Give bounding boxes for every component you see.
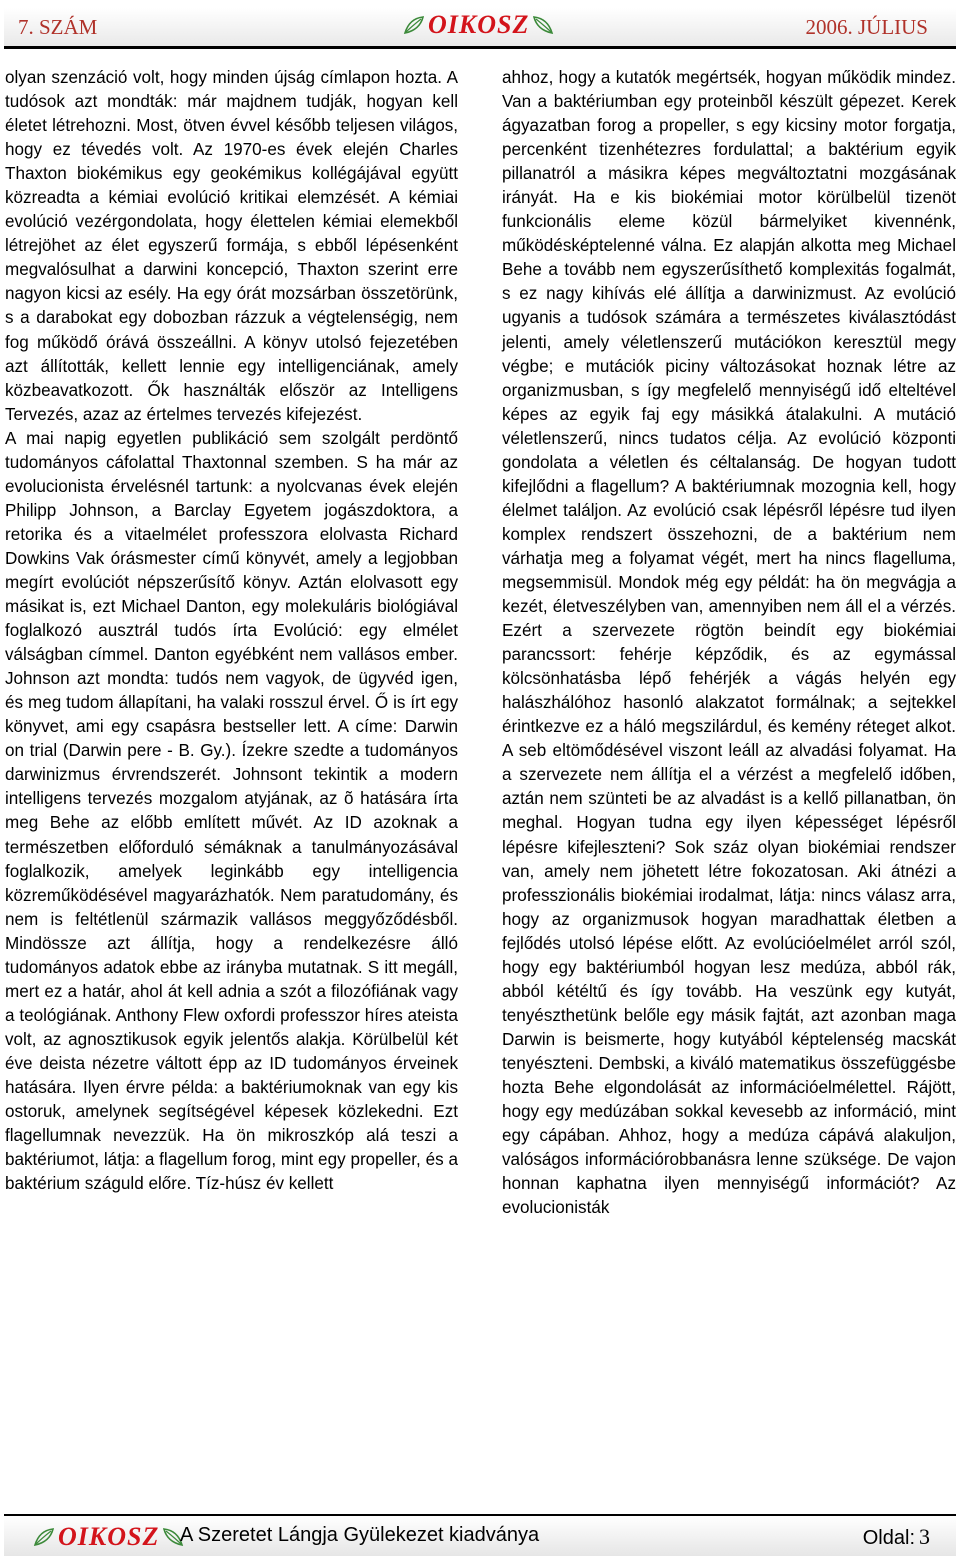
paragraph: ahhoz, hogy a kutatók megértsék, hogyan működik mindez. Van a baktériumban egy proteinbõl készült gépezet. Kerek ágyazatban forog a propeller, s egy kicsiny motor forgatja, percenként tizenhétezres fordulattal; a baktérium egyik pillanatról a másikra képes megváltoztatni mozgásának irányát. Ha e kis biokémiai motor körülbelül tizenöt funkcionális eleme közül bármelyiket kivennénk, működésképtelenné válna. Ez alapján alkotta meg Michael Behe a tovább nem egyszerűsíthető komplexitás fogalmát, s ez nagy kihívás elé állítja a darwinizmust. Az evolúció ugyanis a tudósok számára a természetes kiválasztódást jelenti, amely véletlenszerű mutációkon keresztül megy végbe; e mutációk piciny változásokat hoznak létre az organizmusban, s így megfelelő mennyiségű idő elteltével képes az egyik faj egy másikká átalakulni. A mutáció véletlenszerű, nincs tudatos célja. Az evolúció központi gondolata a véletlen és céltalanság. De hogyan tudott kifejlődni a flagellum? A baktériumnak mozognia kell, hogy élelmet találjon. Az evolúció csak lépésről lépésre tud ilyen komplex rendszert összehozni, de a baktérium nem várhatja meg a folyamat végét, mert ha nincs flagelluma, megsemmisül. Mondok még egy példát: ha ön megvágja a kezét, életveszélyben van, amennyiben nem áll el a vérzés. Ezért a szervezete rögtön beindít egy biokémiai parancssort: fehérje képződik, és az egymással kölcsönhatásba lépő fehérjék a vágás helyén egy halászhálóhoz hasonló alakzatot formálnak; a sejtekkel érintkezve ez a háló megszilárdul, és kemény réteget alkot. A seb eltömődésével viszont leáll az alvadási folyamat. Ha a szervezete nem állítja el a vérzést a megfelelő időben, aztán nem szünteti be az alvadást is a kellő pillanatban, ön meghal. Hogyan tudna egy ilyen képességet lépésről lépésre kifejleszteni? Sok száz olyan biokémiai rendszer van, amely nem jöhetett létre fokozatosan. Aki átnézi a professzionális biokémiai irodalmat, látja: nincs válasz arra, hogy az organizmusok hogyan maradhattak életben a fejlődés utolsó lépése előtt. Az evolúcióelmélet arról szól, hogy egy baktériumból hogyan lesz medúza, abból rák, abból kétéltű és így tovább. Ha veszünk egy kutyát, tenyészthetünk belőle egy másik fajtát, azt azonban maga Darwin is beismerte, hogy kutyából képtelenség macskát tenyészteni. Dembski, a kiváló matematikus összefüggésbe hozta Behe elgondolását az információelmélettel. Rájött, hogy egy medúzában sokkal kevesebb az információ, mint egy cápában. Ahhoz, hogy a medúza cápává alakuljon, valóságos információrobbanásra lenne szüksége. De vajon honnan kaphatna ilyen mennyiségű információt? Az evolucionisták: [502, 68, 956, 1218]
brand-logo-text: OIKOSZ: [58, 1522, 160, 1551]
paragraph: A mai napig egyetlen publikáció sem szolgált perdöntő tudományos cáfolattal Thaxtonnal szemben. S ha már az evolucionista érvelésnél tartunk: a nyolcvanas évek elején Philipp Johnson, a Barclay Egyetem jogászdoktora, a retorika és a vitaelmélet professzora elolvasta Richard Dowkins Vak órásmester című könyvét, amely a legjobban megírt evolúciót népszerűsítő könyv. Aztán elolvasott egy másikat is, ezt Michael Danton, egy molekuláris biológiával foglalkozó ausztrál tudós írta Evolúció: egy elmélet válságban címmel. Danton egyébként nem vallásos ember. Johnson azt mondta: tudós nem vagyok, de ügyvéd igen, és meg tudom állapítani, ha valaki rosszul érvel. Ő is írt egy könyvet, ami egy csapásra bestseller lett. A címe: Darwin on trial (Darwin pere - B. Gy.). Ízekre szedte a tudományos darwinizmus érvrendszerét. Johnsont tekintik a modern intelligens tervezés mozgalom atyjának, az õ hatására írta meg Behe az előbb említett művét. Az ID azoknak a természetben előforduló sémáknak a tanulmányozásával foglalkozik, amelyek leginkább egy intelligencia közreműködésével magyarázhatók. Nem paratudomány, és nem is feltétlenül származik vallásos meggyőződésből. Mindössze azt állítja, hogy a rendelkezésre álló tudományos adatok ebbe az irányba mutatnak. S itt megáll, mert ez a határ, ahol át kell adnia a szót a filozófiának vagy a teológiának. Anthony Flew oxfordi professzor híres ateista volt, az agnosztikusok egyik jelentős alakja. Körülbelül két éve deista nézetre váltott épp az ID tudományos érveinek hatására. Ilyen érvre példa: a baktériumoknak van egy kis ostoruk, amelynek segítségével képesek közlekedni. Ezt flagellumnak nevezzük. Ha ön mikroszkóp alá teszi a baktériumot, látja: a flagellum forog, mint egy propeller, és a baktérium száguld előre. Tíz-húsz év kellett: [5, 428, 458, 1194]
page-header: [4, 8, 956, 49]
right-column: [502, 66, 956, 1220]
leaf-ornament-icon: [531, 13, 555, 37]
page-footer: [4, 1514, 956, 1556]
leaf-ornament-icon: [402, 13, 426, 37]
paragraph: olyan szenzáció volt, hogy minden újság címlapon hozta. A tudósok azt mondták: már majdnem tudják, hogyan kell életet létrehozni. Most, ötven évvel később teljesen világos, hogy ez tévedés volt. Az 1970-es évek elején Charles Thaxton biokémikus egy geokémikus kollégájával együtt közreadta a kémiai evolúció kritikai elemzését. A kémiai evolúció vezérgondolata, hogy élettelen kémiai elemekből létrejöhet az élet egyszerű formája, s ebből lépésenként megvalósulhat a darwini koncepció, Thaxton szerint erre nagyon kicsi az esély. Ha egy órát mozsárban összetörünk, s a darabokat egy dobozban rázzuk a végtelenségig, nem fog működő órává összeállni. A könyv utolsó fejezetében azt állították, kellett lennie egy intelligenciának, amely közbeavatkozott. Ők használták először az Intelligens Tervezés, azaz az értelmes tervezés kifejezést.: [5, 68, 458, 424]
issue-date: 2006. JÚLIUS: [805, 15, 928, 39]
page-label: Oldal:: [862, 1527, 915, 1549]
publisher-text: A Szeretet Lángja Gyülekezet kiadványa: [180, 1524, 540, 1546]
header-brand: [402, 10, 555, 40]
left-column: [5, 66, 458, 1196]
issue-number: 7. SZÁM: [18, 15, 98, 39]
page-indicator: [863, 1524, 930, 1550]
footer-brand: [32, 1522, 185, 1552]
page-number: 3: [919, 1524, 930, 1549]
brand-logo-text: OIKOSZ: [428, 10, 530, 39]
leaf-ornament-icon: [32, 1525, 56, 1549]
